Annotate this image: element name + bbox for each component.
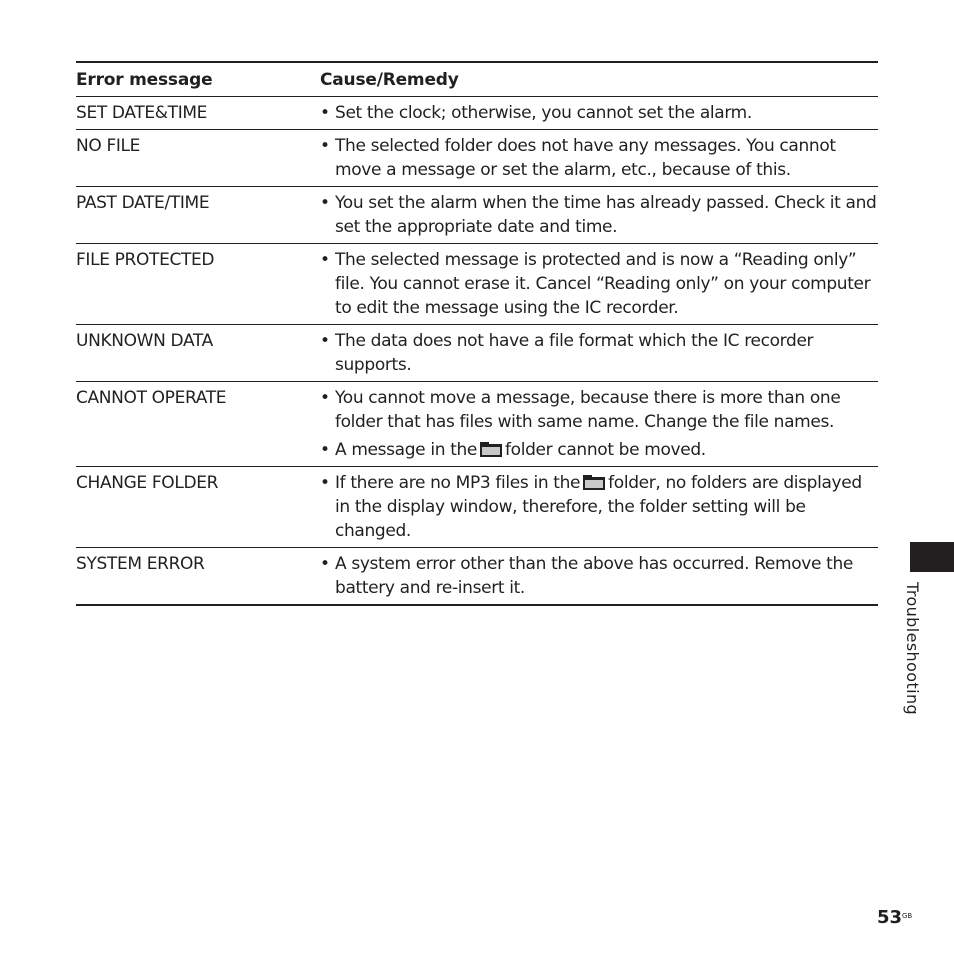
bullet-mark: • [320, 473, 330, 493]
remedy-bullet [320, 438, 878, 462]
bullet-mark: • [320, 388, 330, 408]
remedy-bullet [320, 248, 878, 320]
remedy-bullet [320, 191, 878, 239]
bullet-mark: • [320, 331, 330, 351]
remedy-text-after-icon: folder, no folders are displayed in the display window, therefore, the folder setting will be changed. [335, 473, 862, 541]
bullet-mark: • [320, 440, 330, 460]
remedy-text [335, 471, 878, 543]
error-message-cell: UNKNOWN DATA [76, 331, 213, 351]
remedy-bullet [320, 134, 878, 182]
table-header-row [76, 63, 878, 97]
remedy-bullet [320, 471, 878, 543]
table-row [76, 382, 878, 467]
bullet-mark: • [320, 250, 330, 270]
remedy-bullet [320, 386, 878, 434]
cause-remedy-cell [320, 386, 878, 462]
bullet-mark: • [320, 103, 330, 123]
section-tab-marker [910, 542, 954, 572]
page-number-suffix: GB [902, 912, 913, 920]
remedy-bullet [320, 552, 878, 600]
cause-remedy-cell [320, 248, 878, 320]
table-row [76, 467, 878, 548]
remedy-text: The selected folder does not have any messages. You cannot move a message or set the alarm, etc., because of this. [335, 136, 836, 180]
error-table [76, 61, 878, 606]
remedy-text: The data does not have a file format which the IC recorder supports. [335, 331, 814, 375]
remedy-text: You set the alarm when the time has already passed. Check it and set the appropriate date and time. [335, 193, 877, 237]
cause-remedy-cell [320, 101, 878, 125]
table-row [76, 130, 878, 187]
error-message-cell: PAST DATE/TIME [76, 193, 210, 213]
folder-icon [480, 442, 502, 457]
table-row [76, 325, 878, 382]
section-label: Troubleshooting [903, 582, 922, 716]
error-message-cell: FILE PROTECTED [76, 250, 215, 270]
remedy-text-after-icon: folder cannot be moved. [505, 440, 706, 460]
error-message-cell: SET DATE&TIME [76, 103, 208, 123]
remedy-text: Set the clock; otherwise, you cannot set the alarm. [335, 103, 752, 123]
remedy-text-before-icon: A message in the [335, 440, 478, 460]
remedy-text: You cannot move a message, because there is more than one folder that has files with same name. Change the file names. [335, 388, 841, 432]
cause-remedy-cell [320, 329, 878, 377]
bullet-mark: • [320, 136, 330, 156]
error-message-cell: NO FILE [76, 136, 141, 156]
remedy-bullet [320, 329, 878, 377]
error-message-cell: CHANGE FOLDER [76, 473, 219, 493]
header-cause-remedy: Cause/Remedy [320, 70, 459, 90]
table-row [76, 97, 878, 130]
cause-remedy-cell [320, 134, 878, 182]
bullet-mark: • [320, 554, 330, 574]
table-row [76, 548, 878, 606]
remedy-text [335, 438, 878, 462]
remedy-text-before-icon: If there are no MP3 files in the [335, 473, 581, 493]
cause-remedy-cell [320, 471, 878, 543]
cause-remedy-cell [320, 191, 878, 239]
remedy-text: A system error other than the above has occurred. Remove the battery and re-insert it. [335, 554, 853, 598]
error-message-cell: CANNOT OPERATE [76, 388, 227, 408]
header-error-message: Error message [76, 70, 213, 90]
bullet-mark: • [320, 193, 330, 213]
error-message-cell: SYSTEM ERROR [76, 554, 205, 574]
folder-icon [583, 475, 605, 490]
page-number: 53 [877, 907, 903, 928]
remedy-bullet [320, 101, 878, 125]
table-row [76, 244, 878, 325]
table-row [76, 187, 878, 244]
remedy-text: The selected message is protected and is now a “Reading only” file. You cannot erase it. Cancel “Reading only” on your computer to edit the message using the IC recorder. [335, 250, 871, 318]
cause-remedy-cell [320, 552, 878, 600]
